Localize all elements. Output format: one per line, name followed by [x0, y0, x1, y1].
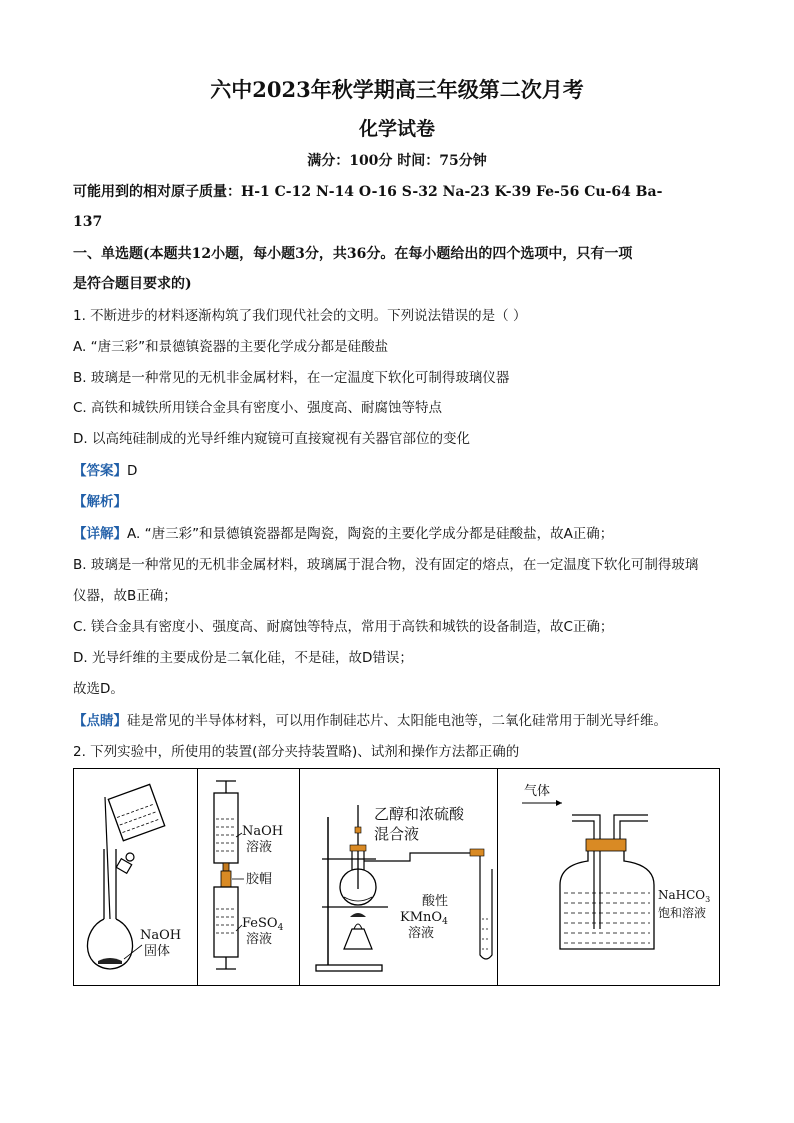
fig-c-top-1: 乙醇和浓硫酸	[374, 805, 465, 823]
figure-b	[198, 769, 300, 985]
fig-c-right-3: 溶液	[408, 926, 435, 941]
fig-b-bottom-2: 溶液	[246, 932, 273, 947]
score-time: 满分：100分 时间：75分钟	[307, 153, 487, 169]
atomic-masses-line1: 可能用到的相对原子质量：H-1 C-12 N-14 O-16 S-32 Na-23 K-39 Fe-56 Cu-64 Ba-	[73, 184, 663, 200]
q1-option-c: C. 高铁和城铁所用镁合金具有密度小、强度高、耐腐蚀等特点	[73, 400, 443, 416]
fig-b-bottom-sub: 4	[277, 923, 284, 933]
q1-option-a: A. “唐三彩”和景德镇瓷器的主要化学成分都是硅酸盐	[73, 339, 389, 355]
fig-b-bottom-1	[242, 916, 284, 933]
answer-value: D	[127, 463, 138, 479]
fig-c-right-sub: 4	[442, 917, 448, 927]
q1-answer	[73, 461, 137, 481]
q2-figure-table	[73, 768, 720, 986]
fig-a-label-1: NaOH	[140, 928, 182, 943]
fig-b-top-1: NaOH	[242, 824, 284, 839]
q1-detail-line2: B. 玻璃是一种常见的无机非金属材料，玻璃属于混合物，没有固定的熔点，在一定温度下软化可制得玻璃	[73, 557, 699, 573]
atomic-masses-line2: 137	[73, 214, 103, 230]
analysis-tag: 【解析】	[73, 494, 127, 510]
comment-tag: 【点睛】	[73, 713, 127, 729]
q1-detail-line5: D. 光导纤维的主要成份是二氧化硅，不是硅，故D错误；	[73, 650, 413, 666]
q1-stem: 1. 不断进步的材料逐渐构筑了我们现代社会的文明。下列说法错误的是（ ）	[73, 308, 527, 324]
fig-a-label-2: 固体	[144, 944, 171, 959]
section-heading-line2: 是符合题目要求的)	[73, 276, 192, 292]
detail-text: A. “唐三彩”和景德镇瓷器都是陶瓷，陶瓷的主要化学成分都是硅酸盐，故A正确；	[127, 526, 614, 542]
q2-stem: 2. 下列实验中，所使用的装置(部分夹持装置略)、试剂和操作方法都正确的	[73, 744, 520, 760]
q1-detail-line6: 故选D。	[73, 681, 124, 697]
section-heading-line1: 一、单选题(本题共12小题，每小题3分，共36分。在每小题给出的四个选项中，只有一项	[73, 246, 633, 262]
fig-c-top-2: 混合液	[374, 825, 420, 843]
figure-d	[498, 769, 719, 985]
ethylene-diagram	[300, 769, 498, 985]
flask-pouring-diagram	[74, 769, 198, 985]
fig-b-bottom-formula: FeSO	[242, 916, 278, 931]
fig-d-reagent-1	[658, 888, 710, 904]
fig-d-gas: 气体	[524, 784, 551, 799]
answer-tag: 【答案】	[73, 463, 127, 479]
fig-c-right-2	[400, 910, 448, 927]
fig-c-right-1: 酸性	[422, 894, 449, 909]
figure-a	[74, 769, 198, 985]
q1-option-d: D. 以高纯硅制成的光导纤维内窥镜可直接窥视有关器官部位的变化	[73, 431, 470, 447]
q1-detail-line3: 仪器，故B正确；	[73, 588, 177, 604]
exam-subject: 化学试卷	[358, 118, 435, 140]
fig-d-reagent-2: 饱和溶液	[658, 906, 707, 920]
exam-title: 六中2023年秋学期高三年级第二次月考	[210, 77, 584, 102]
fig-d-reagent-formula: NaHCO	[658, 888, 706, 902]
gas-washing-diagram	[498, 769, 719, 985]
q1-analysis	[73, 492, 127, 512]
q1-detail-line4: C. 镁合金具有密度小、强度高、耐腐蚀等特点，常用于高铁和城铁的设备制造，故C正确；	[73, 619, 614, 635]
fig-b-top-2: 溶液	[246, 840, 273, 855]
fig-c-right-formula: KMnO	[400, 910, 443, 925]
q1-comment	[73, 711, 667, 731]
detail-tag: 【详解】	[73, 526, 127, 542]
q1-option-b: B. 玻璃是一种常见的无机非金属材料，在一定温度下软化可制得玻璃仪器	[73, 370, 510, 386]
syringe-diagram	[198, 769, 300, 985]
q1-detail-line1	[73, 524, 613, 544]
fig-b-middle: 胶帽	[246, 872, 273, 887]
figure-c	[300, 769, 498, 985]
fig-d-reagent-sub: 3	[705, 895, 711, 904]
comment-text: 硅是常见的半导体材料，可以用作制硅芯片、太阳能电池等，二氧化硅常用于制光导纤维。	[127, 713, 667, 729]
